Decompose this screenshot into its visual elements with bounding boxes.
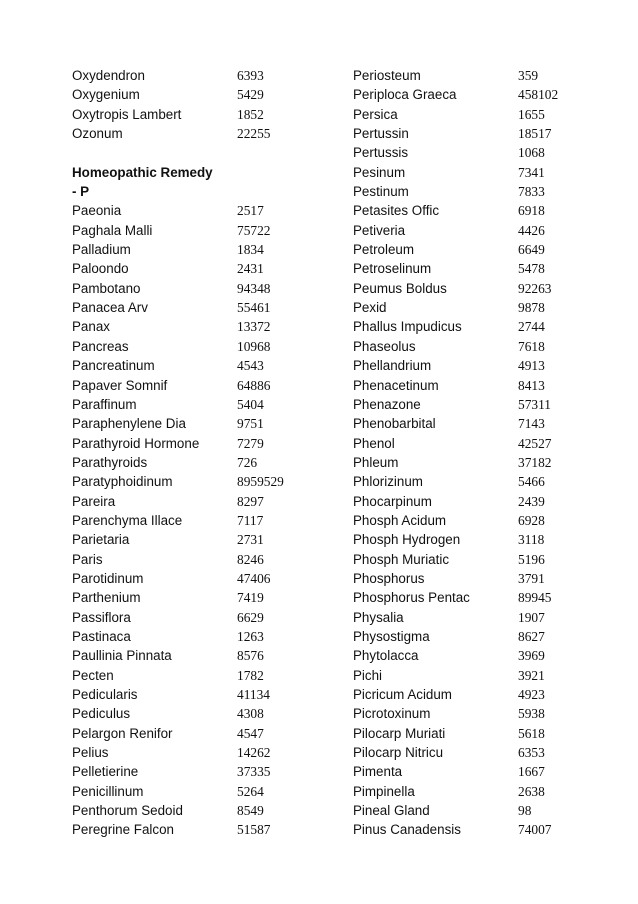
remedy-row <box>353 221 583 240</box>
remedy-code: 8576 <box>237 648 264 664</box>
remedy-name: Penthorum Sedoid <box>72 803 183 819</box>
remedy-code: 7143 <box>518 416 545 432</box>
remedy-row <box>353 666 583 685</box>
section-heading <box>72 163 322 182</box>
remedy-row <box>72 608 322 627</box>
remedy-name: Phenobarbital <box>353 416 436 432</box>
remedy-code: 8549 <box>237 803 264 819</box>
remedy-row <box>353 820 583 839</box>
remedy-name: Phocarpinum <box>353 493 432 509</box>
remedy-code: 51587 <box>237 822 271 838</box>
remedy-code: 7341 <box>518 164 545 180</box>
remedy-code: 89945 <box>518 590 552 606</box>
remedy-code: 8959529 <box>237 474 284 490</box>
remedy-row <box>353 569 583 588</box>
remedy-name: Phenazone <box>353 396 421 412</box>
remedy-code: 9751 <box>237 416 264 432</box>
remedy-row <box>353 646 583 665</box>
remedy-name: Phosphorus <box>353 570 425 586</box>
remedy-code: 3118 <box>518 532 545 548</box>
remedy-code: 7833 <box>518 184 545 200</box>
remedy-row <box>353 530 583 549</box>
remedy-name: Pimenta <box>353 764 403 780</box>
remedy-row <box>72 530 322 549</box>
remedy-code: 37182 <box>518 454 552 470</box>
remedy-row <box>353 143 583 162</box>
remedy-row <box>72 376 322 395</box>
remedy-row <box>72 85 322 104</box>
remedy-row <box>353 395 583 414</box>
remedy-code: 2744 <box>518 319 545 335</box>
remedy-row <box>72 762 322 781</box>
remedy-row <box>72 685 322 704</box>
remedy-row <box>353 550 583 569</box>
remedy-name: Pexid <box>353 300 387 316</box>
remedy-row <box>353 608 583 627</box>
remedy-name: Phosph Acidum <box>353 512 447 528</box>
remedy-code: 8246 <box>237 551 264 567</box>
remedy-row <box>353 337 583 356</box>
remedy-code: 1667 <box>518 764 545 780</box>
remedy-row <box>353 472 583 491</box>
remedy-row <box>353 317 583 336</box>
remedy-row <box>353 511 583 530</box>
remedy-name: Periploca Graeca <box>353 87 457 103</box>
remedy-code: 3969 <box>518 648 545 664</box>
remedy-name: Phenacetinum <box>353 377 439 393</box>
remedy-code: 6393 <box>237 68 264 83</box>
remedy-row <box>353 801 583 820</box>
remedy-code: 6649 <box>518 242 545 258</box>
remedy-name: Oxytropis Lambert <box>72 106 182 122</box>
remedy-name: Physalia <box>353 609 404 625</box>
remedy-row <box>353 782 583 801</box>
remedy-code: 2431 <box>237 261 264 277</box>
remedy-name: Pertussis <box>353 145 409 161</box>
remedy-code: 57311 <box>518 396 551 412</box>
remedy-row <box>353 182 583 201</box>
remedy-row <box>353 376 583 395</box>
section-heading-line1: Homeopathic Remedy <box>72 164 213 180</box>
remedy-row <box>353 762 583 781</box>
remedy-code: 5404 <box>237 396 264 412</box>
remedy-row <box>353 124 583 143</box>
remedy-name: Pancreatinum <box>72 358 155 374</box>
remedy-code: 4308 <box>237 706 264 722</box>
remedy-row <box>353 85 583 104</box>
remedy-code: 8413 <box>518 377 545 393</box>
remedy-code: 4543 <box>237 358 264 374</box>
remedy-name: Ozonum <box>72 126 123 142</box>
remedy-row <box>72 511 322 530</box>
remedy-name: Picrotoxinum <box>353 706 431 722</box>
remedy-code: 8627 <box>518 628 545 644</box>
remedy-code: 3921 <box>518 667 545 683</box>
remedy-name: Phytolacca <box>353 648 419 664</box>
remedy-code: 47406 <box>237 570 271 586</box>
remedy-code: 10968 <box>237 338 271 354</box>
remedy-row <box>72 569 322 588</box>
remedy-name: Phleum <box>353 454 399 470</box>
remedy-name: Panacea Arv <box>72 300 148 316</box>
remedy-name: Pediculus <box>72 706 131 722</box>
remedy-row <box>353 414 583 433</box>
remedy-name: Papaver Somnif <box>72 377 168 393</box>
remedy-row <box>72 782 322 801</box>
remedy-row <box>353 704 583 723</box>
remedy-name: Paullinia Pinnata <box>72 648 172 664</box>
remedy-code: 4923 <box>518 687 545 702</box>
remedy-row <box>72 434 322 453</box>
remedy-name: Petroselinum <box>353 261 432 277</box>
remedy-row <box>72 724 322 743</box>
remedy-name: Parathyroid Hormone <box>72 435 200 451</box>
remedy-row <box>353 434 583 453</box>
remedy-code: 37335 <box>237 764 271 780</box>
remedy-name: Pineal Gland <box>353 803 430 819</box>
remedy-name: Pilocarp Muriati <box>353 725 446 741</box>
remedy-row <box>72 801 322 820</box>
remedy-code: 458102 <box>518 87 559 103</box>
remedy-name: Picricum Acidum <box>353 687 452 702</box>
remedy-name: Parthenium <box>72 590 141 606</box>
remedy-code: 13372 <box>237 319 271 335</box>
remedy-code: 4913 <box>518 358 545 374</box>
remedy-name: Pelletierine <box>72 764 139 780</box>
remedy-name: Phallus Impudicus <box>353 319 462 335</box>
remedy-code: 359 <box>518 68 539 83</box>
remedy-name: Parietaria <box>72 532 130 548</box>
remedy-code: 1068 <box>518 145 545 161</box>
remedy-code: 92263 <box>518 280 552 296</box>
remedy-code: 42527 <box>518 435 552 451</box>
remedy-name: Petroleum <box>353 242 415 258</box>
remedy-row <box>72 66 322 85</box>
remedy-row <box>72 124 322 143</box>
remedy-row <box>353 66 583 85</box>
remedy-name: Paloondo <box>72 261 129 277</box>
remedy-row <box>72 414 322 433</box>
remedy-code: 18517 <box>518 126 552 142</box>
remedy-code: 14262 <box>237 745 271 761</box>
left-top-entries <box>72 66 322 143</box>
remedy-row <box>353 298 583 317</box>
remedy-name: Passiflora <box>72 609 131 625</box>
remedy-row <box>72 453 322 472</box>
remedy-name: Petasites Offic <box>353 203 440 219</box>
remedy-name: Phenol <box>353 435 395 451</box>
remedy-code: 6918 <box>518 203 545 219</box>
remedy-name: Pambotano <box>72 280 141 296</box>
remedy-code: 6928 <box>518 512 545 528</box>
remedy-name: Parotidinum <box>72 570 144 586</box>
right-column <box>353 66 583 840</box>
remedy-row <box>72 221 322 240</box>
remedy-code: 1263 <box>237 628 264 644</box>
remedy-name: Pelius <box>72 745 109 761</box>
remedy-code: 2638 <box>518 783 545 799</box>
remedy-code: 7279 <box>237 435 264 451</box>
remedy-row <box>72 743 322 762</box>
remedy-name: Pecten <box>72 667 114 683</box>
remedy-name: Penicillinum <box>72 783 144 799</box>
remedy-row <box>72 472 322 491</box>
remedy-row <box>72 820 322 839</box>
remedy-row <box>72 201 322 220</box>
remedy-code: 1782 <box>237 667 264 683</box>
remedy-code: 726 <box>237 454 258 470</box>
remedy-row <box>353 453 583 472</box>
remedy-name: Pertussin <box>353 126 409 142</box>
remedy-name: Paeonia <box>72 203 122 219</box>
left-column <box>72 66 322 840</box>
remedy-name: Peregrine Falcon <box>72 822 174 838</box>
remedy-row <box>353 743 583 762</box>
left-entries <box>72 201 322 839</box>
remedy-code: 2731 <box>237 532 264 548</box>
remedy-row <box>353 492 583 511</box>
section-heading-cont <box>72 182 322 201</box>
remedy-row <box>353 105 583 124</box>
remedy-code: 9878 <box>518 300 545 316</box>
remedy-row <box>72 337 322 356</box>
remedy-name: Periosteum <box>353 68 421 83</box>
remedy-code: 5196 <box>518 551 545 567</box>
remedy-row <box>353 627 583 646</box>
remedy-code: 4547 <box>237 725 264 741</box>
remedy-name: Peumus Boldus <box>353 280 447 296</box>
remedy-code: 5429 <box>237 87 264 103</box>
remedy-name: Paraphenylene Dia <box>72 416 186 432</box>
remedy-row <box>353 240 583 259</box>
remedy-name: Pichi <box>353 667 383 683</box>
remedy-row <box>353 259 583 278</box>
remedy-row <box>72 356 322 375</box>
remedy-row <box>72 279 322 298</box>
remedy-code: 5264 <box>237 783 264 799</box>
remedy-name: Panax <box>72 319 110 335</box>
remedy-row <box>72 298 322 317</box>
remedy-name: Parenchyma Illace <box>72 512 183 528</box>
remedy-code: 2517 <box>237 203 264 219</box>
remedy-code: 6629 <box>237 609 264 625</box>
remedy-row <box>353 356 583 375</box>
remedy-code: 7419 <box>237 590 264 606</box>
section-heading-line2: - P <box>72 184 90 200</box>
remedy-row <box>353 685 583 704</box>
remedy-name: Persica <box>353 106 398 122</box>
remedy-row <box>72 395 322 414</box>
remedy-name: Phaseolus <box>353 338 416 354</box>
remedy-name: Pilocarp Nitricu <box>353 745 444 761</box>
remedy-name: Pelargon Renifor <box>72 725 173 741</box>
remedy-code: 1852 <box>237 106 264 122</box>
remedy-name: Pancreas <box>72 338 129 354</box>
remedy-code: 64886 <box>237 377 271 393</box>
remedy-row <box>353 724 583 743</box>
remedy-row <box>353 201 583 220</box>
remedy-name: Pesinum <box>353 164 406 180</box>
remedy-name: Physostigma <box>353 628 430 644</box>
remedy-code: 41134 <box>237 687 270 702</box>
remedy-name: Phlorizinum <box>353 474 423 490</box>
remedy-name: Pareira <box>72 493 116 509</box>
remedy-name: Paghala Malli <box>72 222 153 238</box>
remedy-code: 7117 <box>237 512 264 528</box>
remedy-code: 22255 <box>237 126 271 142</box>
remedy-row <box>72 259 322 278</box>
remedy-name: Pimpinella <box>353 783 415 799</box>
remedy-code: 94348 <box>237 280 271 296</box>
remedy-row <box>72 646 322 665</box>
remedy-code: 2439 <box>518 493 545 509</box>
remedy-name: Oxygenium <box>72 87 140 103</box>
remedy-name: Palladium <box>72 242 131 258</box>
remedy-code: 5466 <box>518 474 545 490</box>
remedy-code: 6353 <box>518 745 545 761</box>
remedy-code: 7618 <box>518 338 545 354</box>
remedy-name: Pastinaca <box>72 628 131 644</box>
remedy-name: Parathyroids <box>72 454 148 470</box>
remedy-code: 5938 <box>518 706 545 722</box>
right-entries <box>353 66 583 840</box>
remedy-code: 55461 <box>237 300 271 316</box>
remedy-code: 8297 <box>237 493 264 509</box>
remedy-row <box>72 666 322 685</box>
remedy-row <box>72 492 322 511</box>
remedy-name: Pestinum <box>353 184 409 200</box>
remedy-row <box>72 550 322 569</box>
remedy-name: Phellandrium <box>353 358 432 374</box>
remedy-row <box>72 105 322 124</box>
remedy-row <box>72 240 322 259</box>
remedy-code: 4426 <box>518 222 545 238</box>
remedy-code: 74007 <box>518 822 552 838</box>
remedy-code: 1834 <box>237 242 264 258</box>
remedy-row <box>353 588 583 607</box>
remedy-code: 5478 <box>518 261 545 277</box>
remedy-name: Pinus Canadensis <box>353 822 461 838</box>
remedy-name: Paratyphoidinum <box>72 474 173 490</box>
remedy-code: 1655 <box>518 106 545 122</box>
remedy-row <box>72 704 322 723</box>
remedy-code: 5618 <box>518 725 545 741</box>
remedy-code: 1907 <box>518 609 545 625</box>
remedy-row <box>72 588 322 607</box>
remedy-code: 3791 <box>518 570 545 586</box>
remedy-name: Oxydendron <box>72 68 145 83</box>
section-spacer <box>72 143 322 162</box>
remedy-name: Petiveria <box>353 222 406 238</box>
remedy-name: Paris <box>72 551 103 567</box>
remedy-code: 75722 <box>237 222 271 238</box>
remedy-name: Paraffinum <box>72 396 137 412</box>
remedy-name: Phosph Hydrogen <box>353 532 461 548</box>
remedy-row <box>72 627 322 646</box>
remedy-row <box>72 317 322 336</box>
remedy-name: Phosphorus Pentac <box>353 590 470 606</box>
remedy-row <box>353 279 583 298</box>
remedy-code: 98 <box>518 803 532 819</box>
remedy-name: Pedicularis <box>72 687 138 702</box>
remedy-name: Phosph Muriatic <box>353 551 450 567</box>
remedy-row <box>353 163 583 182</box>
